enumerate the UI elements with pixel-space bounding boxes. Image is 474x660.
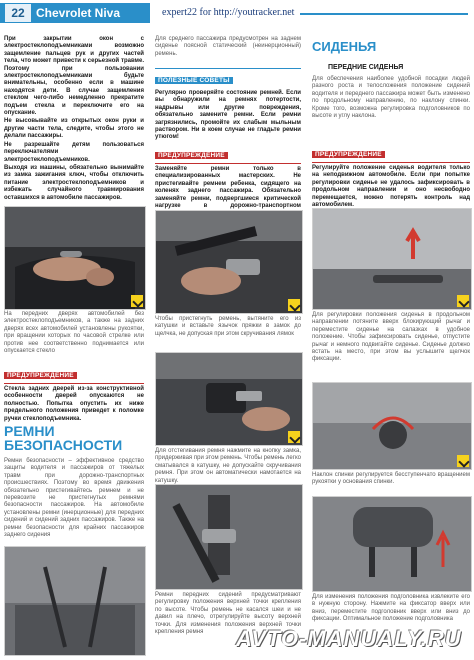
warning-rule — [4, 383, 144, 384]
col1-section-text: Ремни безопасности – эффективное средство защиты водителя и пассажиров от тяжелых травм при дорожно-транспортных происшествиях. Поэтому во время движения обязательно пристегивайтесь ремнем и не перевозите не пристегнутых ремнями безопасности пассажиров. На автомобиле установлены ремни (инерционные) для передних сидений и сидений задних пассажиров. Также на ремни безопасности для крайних пассажиров заднего сидения — [4, 458, 144, 539]
col1-top-text — [4, 36, 144, 203]
belt-height-adjust-photo — [155, 484, 303, 590]
header-rule — [300, 13, 468, 15]
buckle-fastening-photo — [155, 210, 303, 314]
col1-intro: При закрытии окон с электростеклоподъемниками возможно защемление пальцев рук и других частей тела, что может привести к серьезной травме. Поэтому при пользовании электростеклоподъемниками будьте внимательны, особенно если в машине находятся дети. В случае защемления стеклом чего-либо немедленно прекратите подъем стекла и переключите его на опускание. — [4, 36, 144, 117]
arrow-icon — [457, 295, 469, 307]
warning-rule — [312, 162, 470, 163]
col3-caption3: Для изменения положения подголовника извлеките его в нужную сторону. Нажмите на фиксатор вверх или вниз, переместите подголовник вверх или вниз до фиксации. Оптимальное положение подголовника — [312, 594, 470, 623]
col2-warning-text: Заменяйте ремни только в специализированных мастерских. Не пристегивайте ремнем ребенка, сидящего на коленях заднего пассажира. Обязательно заменяйте ремни, подвергшиеся критической нагрузке в дорожно-транспортном — [155, 166, 301, 210]
section-title-line2: БЕЗОПАСНОСТИ — [4, 437, 123, 453]
site-watermark — [226, 622, 474, 660]
col1-warning — [4, 364, 144, 423]
col1-p2: Не высовывайте из открытых окон руки и другие части тела, следите, чтобы этого не делали пассажиры. — [4, 118, 144, 140]
section-title-line1: РЕМНИ — [4, 423, 55, 439]
tips-label: ПОЛЕЗНЫЕ СОВЕТЫ — [155, 77, 233, 84]
col3-intro: Для обеспечения наиболее удобной посадки людей разного роста и телосложения положение сидений водителя и переднего пассажира может быть изменено по продольному направлению, по наклону спинки. Кроме того, возможна регулировка подголовников по высоте и углу наклона. — [312, 76, 470, 120]
rear-seat-photo — [4, 546, 146, 656]
front-seats-subtitle: ПЕРЕДНИЕ СИДЕНЬЯ — [328, 64, 404, 71]
col1-caption: На передних дверях автомобилей без электростеклоподъемников, а также на задних дверях всех автомобилей установлены рукоятки, при вращении которых по часовой стрелке или против нее соответственно поднимается или опускается стекло — [4, 311, 144, 355]
col1-p3: Не разрешайте детям пользоваться переключателями электростеклоподъемников. — [4, 141, 144, 163]
door-handle-photo — [4, 206, 146, 310]
page-number: 22 — [5, 4, 31, 22]
col2-caption1: Чтобы пристегнуть ремень, вытяните его из катушки и вставьте язычок пряжки в замок до щелчка, не допуская при этом скручивания лямок — [155, 316, 301, 337]
brand-title: Chevrolet Niva — [36, 6, 121, 20]
col2-caption3: Ремни передних сидений предусматривают регулировку положения верхней точки крепления по высоте. Чтобы ремень не касался шеи и не давил на плечо, отрегулируйте высоту верхней точки. Для изменения положения верхней точки крепления ремня — [155, 592, 301, 636]
seats-title: СИДЕНЬЯ — [312, 39, 377, 54]
seat-slide-photo — [312, 208, 472, 310]
backrest-recline-photo — [312, 382, 472, 470]
arrow-icon — [457, 455, 469, 467]
col2-intro: Для среднего пассажира предусмотрен на заднем сиденье поясной статический (неинерционный) ремень. — [155, 36, 301, 57]
col2-warning — [155, 144, 301, 218]
col1-warning-text: Стекла задних дверей из-за конструктивной особенности дверей опускаются не полностью. Попытка опустить их ниже предельного положения приведет к поломке ручки стеклоподъемника. — [4, 386, 144, 422]
col3-caption2: Наклон спинки регулируется бесступенчато вращением рукоятки у основания спинки. — [312, 472, 470, 486]
col2-tips-text: Регулярно проверяйте состояние ремней. Если вы обнаружили на ремнях потертости, надрывы или другие повреждения, обязательно замените ремни. Если ремни загрязнились, промойте их слабым мыльным раствором. Ни в коем случае не гладьте ремни утюгом! — [155, 90, 301, 141]
arrow-icon — [131, 295, 143, 307]
col2-caption2: Для отстегивания ремня нажмите на кнопку замка, придерживая при этом ремень. Чтобы ремень легко сматывался в катушку, не допускайте скручивания ремня. При этом он автоматически намотается на катушку. — [155, 448, 301, 484]
headrest-adjust-photo — [312, 496, 472, 592]
arrow-icon — [288, 431, 300, 443]
col3-caption1: Для регулировки положения сиденья в продольном направлении потяните вверх блокирующий рычаг и переместите сиденье на салазках в удобное положение. Чтобы зафиксировать сиденье, отпустите рычаг и немного подвигайте сиденье. Сиденье должно встать на место, при этом вы услышите щелчок фиксации. — [312, 312, 470, 363]
warning-rule — [155, 163, 301, 164]
warning-label: ПРЕДУПРЕЖДЕНИЕ — [312, 151, 385, 158]
arrow-icon — [288, 299, 300, 311]
warning-label: ПРЕДУПРЕЖДЕНИЕ — [155, 152, 228, 159]
watermark-text: AVTO-MANUALY.RU — [236, 626, 462, 651]
col2-tips — [155, 68, 301, 142]
seatbelt-section-heading — [4, 424, 144, 452]
col1-p4: Выходя из машины, обязательно вынимайте из замка зажигания ключ, чтобы отключить питание электростеклоподъемников и избежать случайного травмирования оставшихся в автомобиле пассажиров. — [4, 164, 144, 201]
page-header — [0, 0, 474, 26]
buckle-release-photo — [155, 352, 303, 446]
col3-warning — [312, 143, 470, 209]
col3-warning-text: Регулируйте положение сиденья водителя только на неподвижном автомобиле. Если при попытке регулировки сиденье не удалось зафиксировать в продольном направлении и оно несвободно перемещается, можно потерять контроль над автомобилем. — [312, 165, 470, 209]
source-label: expert22 for http://youtracker.net — [162, 7, 295, 18]
warning-label: ПРЕДУПРЕЖДЕНИЕ — [4, 372, 77, 379]
